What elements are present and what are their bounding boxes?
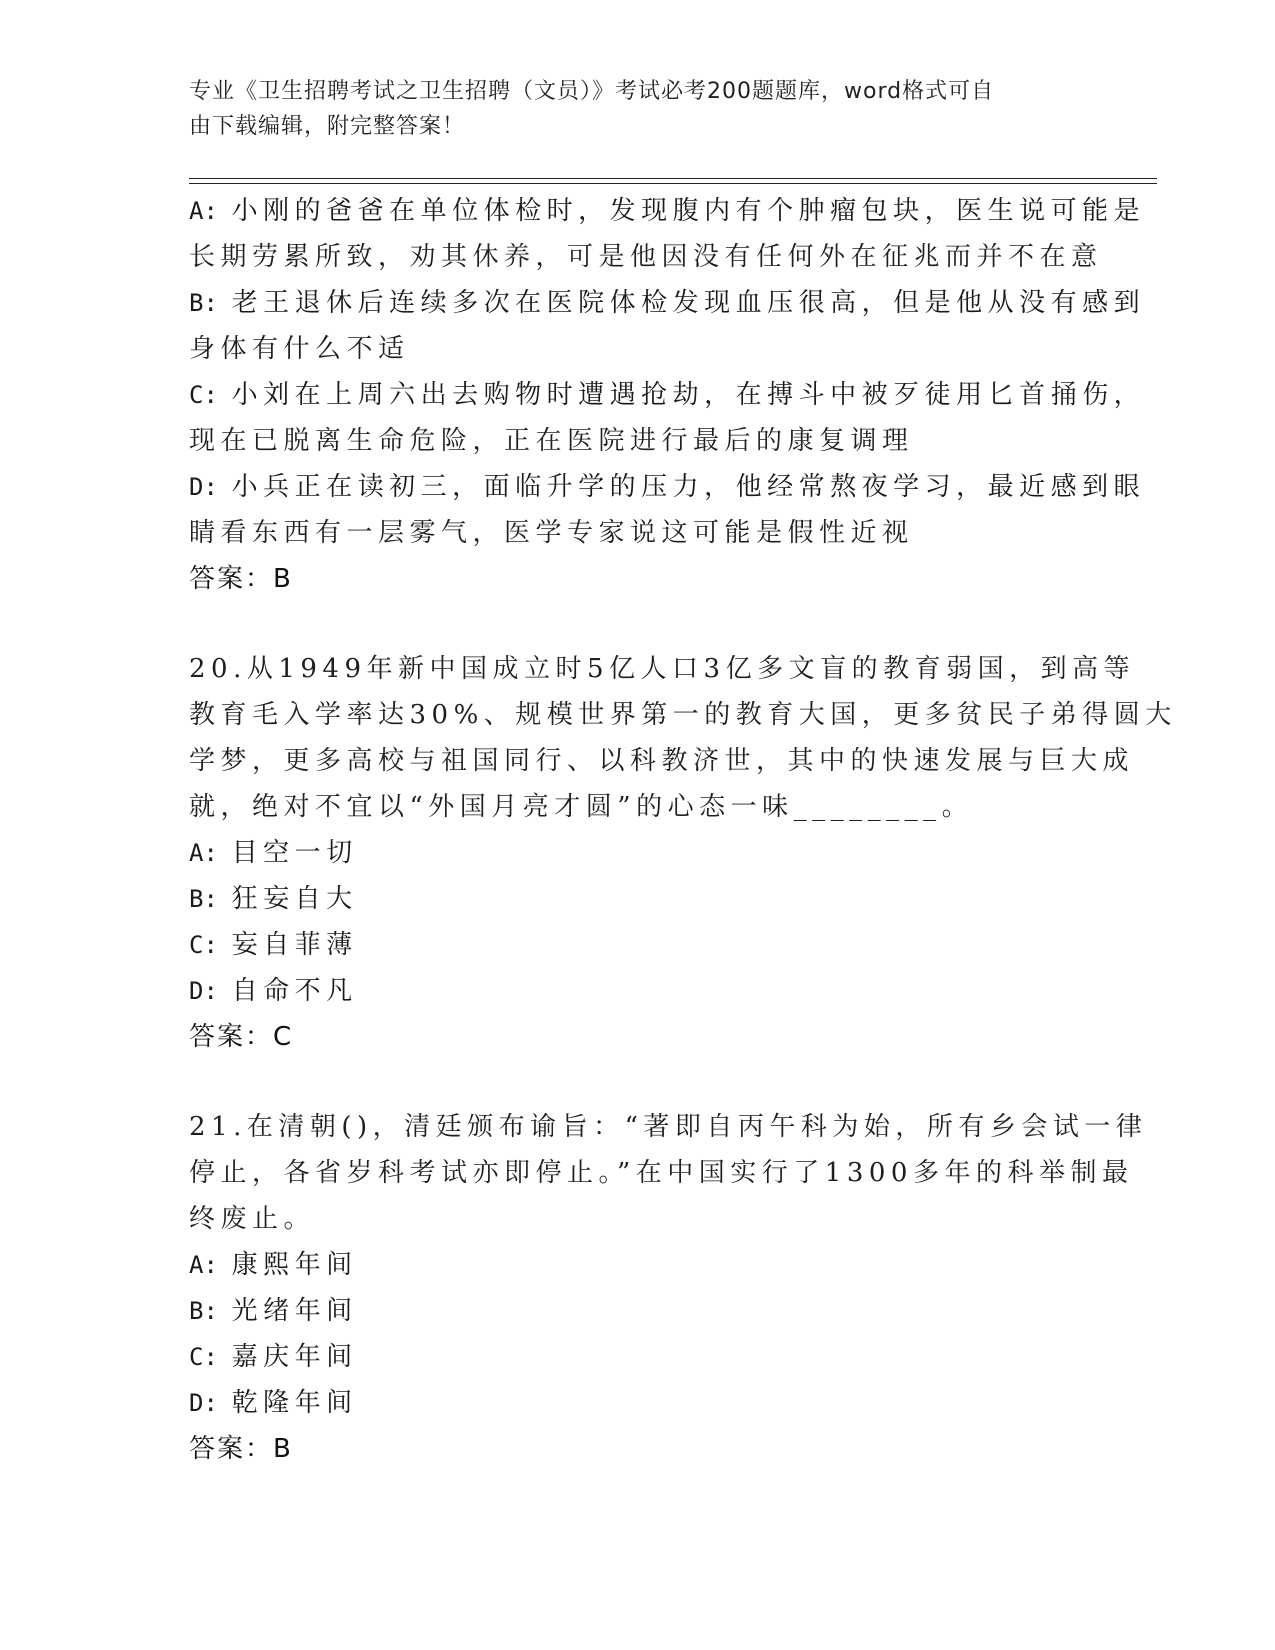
spacer [189,1060,1089,1104]
option-text-continued: 身体有什么不适 [189,334,410,364]
option-d [189,968,1089,1014]
option-c [189,922,1089,968]
question-19-options [189,188,1146,602]
option-letter: B: [189,885,218,913]
option-text-continued: 长期劳累所致，劝其休养，可是他因没有任何外在征兆而并不在意 [189,242,1103,272]
option-a [189,188,1146,234]
option-letter: C: [189,1343,218,1371]
option-text: 光绪年间 [231,1296,358,1326]
option-text-continued: 睛看东西有一层雾气，医学专家说这可能是假性近视 [189,518,914,548]
question-text-line: 教育毛入学率达30%、规模世界第一的教育大国，更多贫民子弟得圆大 [189,700,1177,730]
option-letter: D: [189,473,218,501]
option-a [189,1242,1089,1288]
option-letter: C: [189,381,218,409]
option-text: 妄自菲薄 [231,930,358,960]
option-letter: D: [189,1389,218,1417]
header-divider-bottom [189,183,1157,184]
option-text: 小刘在上周六出去购物时遭遇抢劫，在搏斗中被歹徒用匕首捅伤， [231,380,1146,410]
question-text-line: 终废止。 [189,1204,316,1234]
question-text-line: 停止，各省岁科考试亦即停止。”在中国实行了1300多年的科举制最 [189,1158,1134,1188]
answer-line: 答案：C [189,1022,294,1052]
option-text: 乾隆年间 [231,1388,358,1418]
option-letter: B: [189,289,218,317]
option-text: 小兵正在读初三，面临升学的压力，他经常熬夜学习，最近感到眼 [231,472,1146,502]
option-text: 康熙年间 [231,1250,358,1280]
option-letter: A: [189,1251,218,1279]
answer-line: 答案：B [189,1434,293,1464]
option-b [189,280,1146,326]
option-text: 小刚的爸爸在单位体检时，发现腹内有个肿瘤包块，医生说可能是 [231,196,1146,226]
document-body [189,188,1177,1472]
option-letter: B: [189,1297,218,1325]
question-text-line: 学梦，更多高校与祖国同行、以科教济世，其中的快速发展与巨大成 [189,746,1135,776]
option-d [189,1380,1089,1426]
option-text-continued: 现在已脱离生命危险，正在医院进行最后的康复调理 [189,426,914,456]
option-b [189,876,1089,922]
option-d [189,464,1146,510]
option-c [189,1334,1089,1380]
question-text-line: 20.从1949年新中国成立时5亿人口3亿多文盲的教育弱国，到高等 [189,654,1136,684]
option-text: 老王退休后连续多次在医院体检发现血压很高，但是他从没有感到 [231,288,1146,318]
header-line-1: 专业《卫生招聘考试之卫生招聘（文员）》考试必考200题题库，word格式可自 [189,79,995,104]
option-letter: D: [189,977,218,1005]
option-b [189,1288,1089,1334]
option-text: 狂妄自大 [231,884,358,914]
answer-line: 答案：B [189,564,293,594]
document-header [189,74,1089,144]
header-line-2: 由下载编辑，附完整答案！ [189,114,466,139]
option-letter: A: [189,197,218,225]
question-text-line: 就，绝对不宜以“外国月亮才圆”的心态一味________。 [189,792,974,822]
option-text: 自命不凡 [231,976,358,1006]
option-text: 目空一切 [231,838,358,868]
option-c [189,372,1146,418]
question-20 [189,646,1177,1060]
option-text: 嘉庆年间 [231,1342,358,1372]
option-letter: A: [189,839,218,867]
option-letter: C: [189,931,218,959]
question-text-line: 21.在清朝()，清廷颁布谕旨：“著即自丙午科为始，所有乡会试一律 [189,1112,1148,1142]
option-a [189,830,1089,876]
header-divider-top [189,178,1157,179]
question-21 [189,1104,1148,1472]
spacer [189,602,1089,646]
